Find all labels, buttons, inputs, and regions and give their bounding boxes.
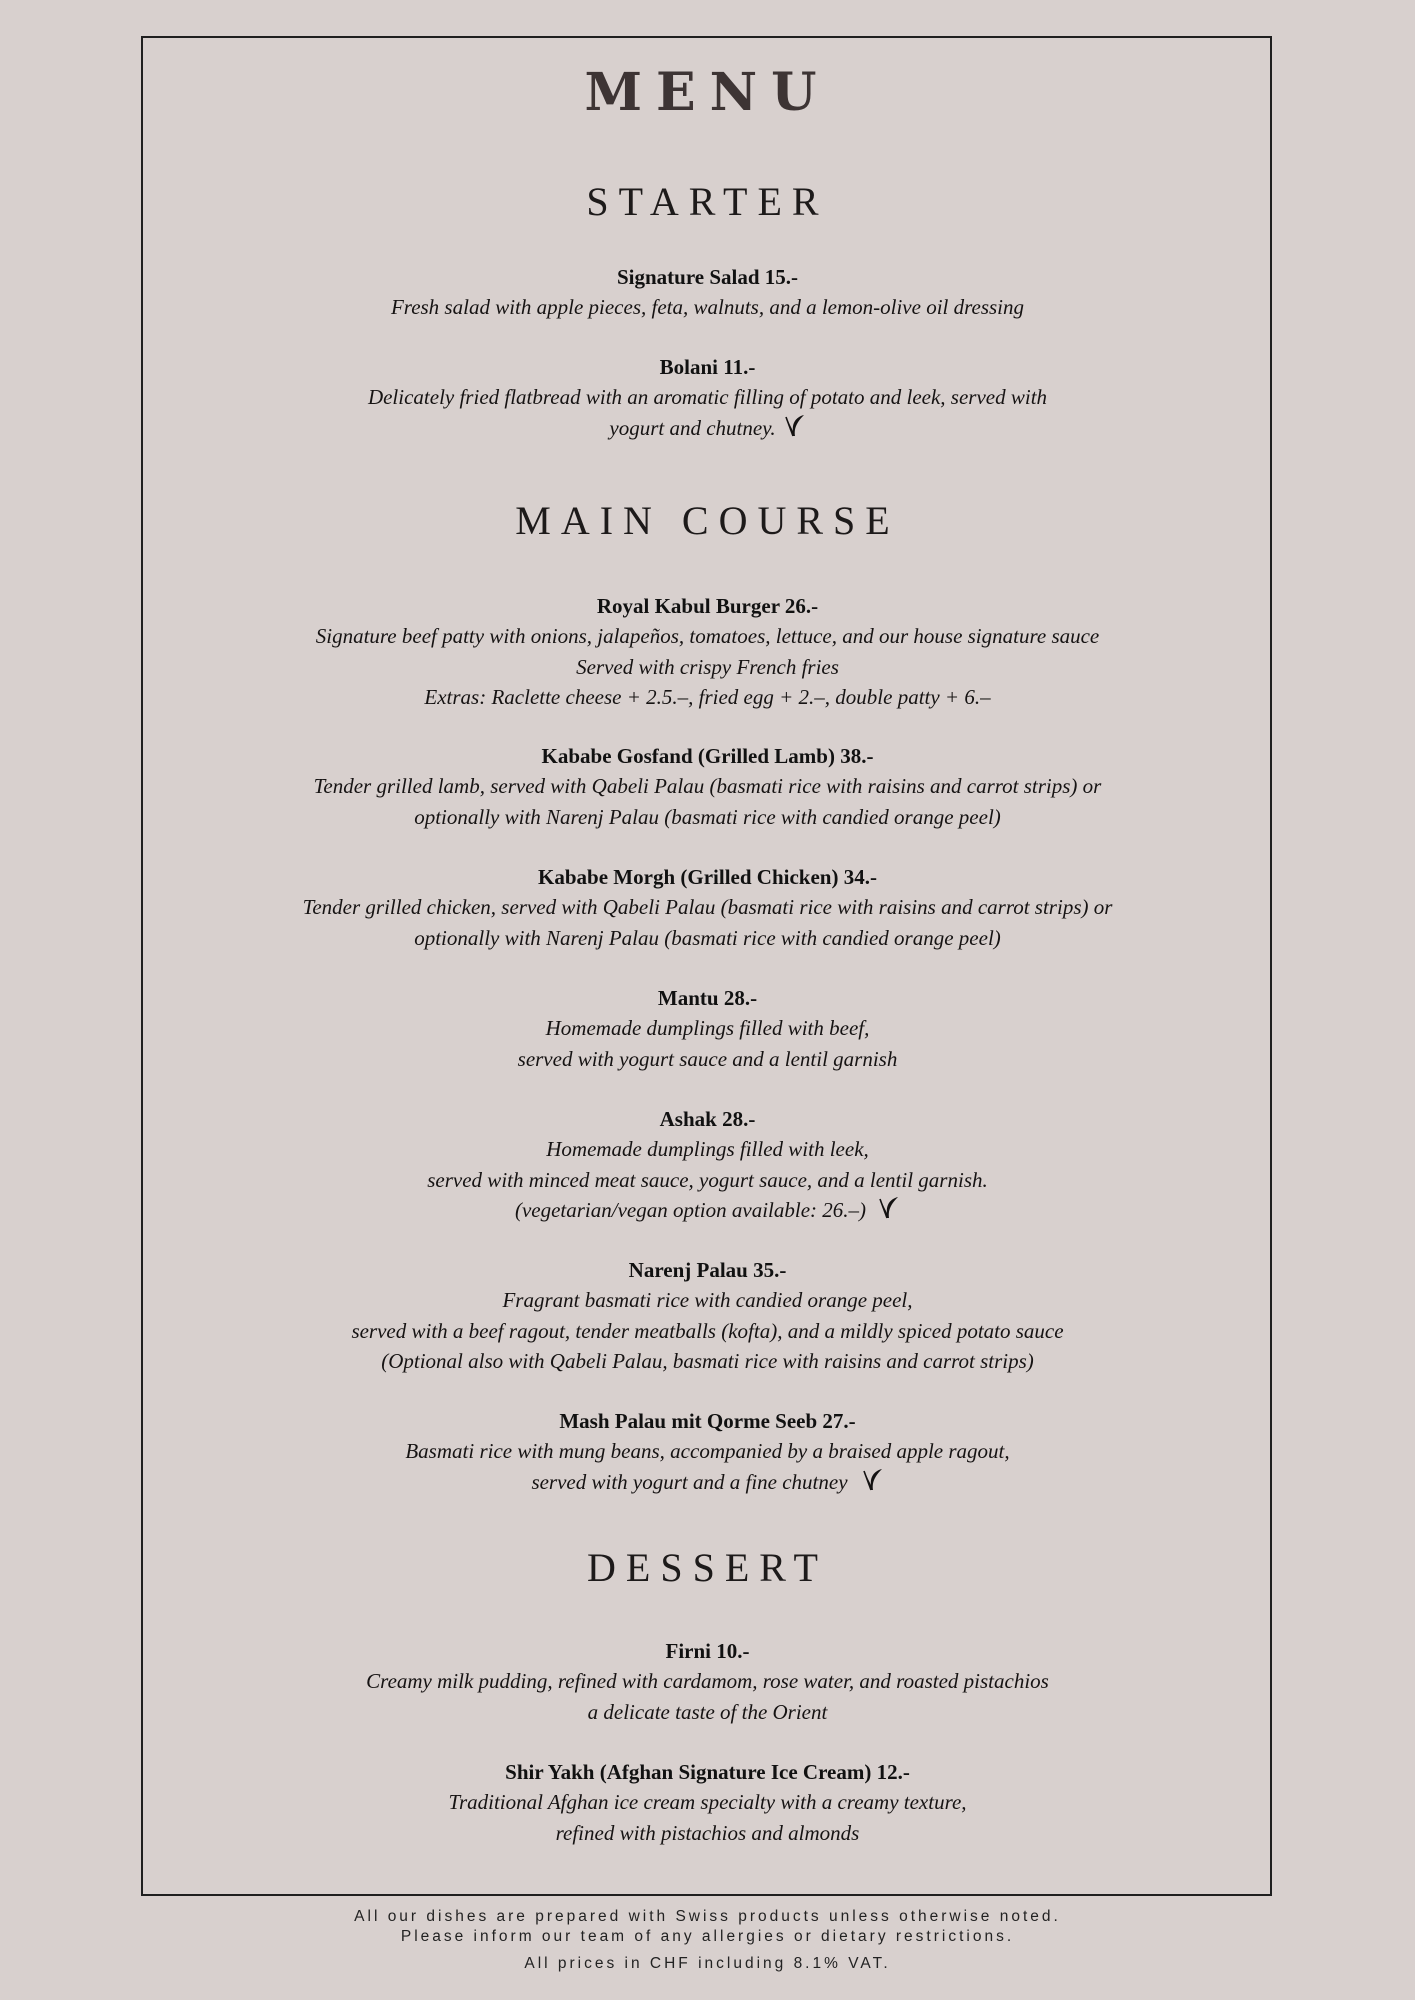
dish-description: Homemade dumplings filled with beef, [545, 1016, 870, 1040]
dish-description: optionally with Narenj Palau (basmati rice with candied orange peel) [414, 804, 1001, 829]
dish-description: (vegetarian/vegan option available: 26.–) [514, 1198, 867, 1222]
dish-firni [0, 1636, 1415, 1727]
dish-description-line [0, 413, 1415, 444]
dish-kababe-morgh [0, 862, 1415, 953]
leaf-icon [876, 1195, 900, 1221]
section-title-starter: STARTER [586, 179, 829, 224]
section-title-dessert: DESSERT [587, 1545, 828, 1590]
dish-signature-salad [0, 262, 1415, 323]
dish-description-line [0, 1195, 1415, 1226]
footer-note-swiss-products: All our dishes are prepared with Swiss products unless otherwise noted. [354, 1908, 1061, 1925]
dish-description: optionally with Narenj Palau (basmati rice with candied orange peel) [414, 925, 1001, 950]
dish-description: Traditional Afghan ice cream specialty with a creamy texture, [448, 1790, 967, 1814]
footer-note-prices: All prices in CHF including 8.1% VAT. [524, 1955, 891, 1972]
dish-name: Bolani 11.- [659, 355, 756, 379]
footer-note-allergies: Please inform our team of any allergies or dietary restrictions. [400, 1928, 1015, 1945]
dish-description: a delicate taste of the Orient [587, 1699, 828, 1724]
dish-description: served with a beef ragout, tender meatballs (kofta), and a mildly spiced potato sauce [351, 1318, 1064, 1343]
menu-title: MENU [584, 62, 831, 123]
leaf-icon [860, 1467, 884, 1493]
dish-name: Narenj Palau 35.- [628, 1258, 787, 1282]
dish-description: Creamy milk pudding, refined with cardamom, rose water, and roasted pistachios [366, 1669, 1049, 1693]
dish-narenj-palau [0, 1255, 1415, 1377]
dish-description: Fresh salad with apple pieces, feta, walnuts, and a lemon-olive oil dressing [390, 295, 1025, 319]
dish-description: Homemade dumplings filled with leek, [546, 1137, 869, 1161]
dish-name: Royal Kabul Burger 26.- [596, 594, 819, 618]
dish-name: Ashak 28.- [659, 1107, 756, 1131]
dish-bolani [0, 352, 1415, 443]
dish-description: served with yogurt and a fine chutney [531, 1469, 848, 1494]
dish-kababe-gosfand [0, 741, 1415, 832]
leaf-icon [782, 413, 806, 439]
dish-description: (Optional also with Qabeli Palau, basmati rice with raisins and carrot strips) [381, 1349, 1034, 1373]
section-title-main-course: MAIN COURSE [515, 498, 900, 543]
dish-ashak [0, 1104, 1415, 1226]
dish-name: Kababe Gosfand (Grilled Lamb) 38.- [541, 744, 874, 768]
dish-description: Basmati rice with mung beans, accompanied by a braised apple ragout, [405, 1439, 1010, 1463]
dish-description: served with minced meat sauce, yogurt sauce, and a lentil garnish. [427, 1167, 988, 1192]
dish-description: served with yogurt sauce and a lentil garnish [517, 1046, 898, 1071]
dish-mash-palau [0, 1406, 1415, 1497]
dish-description: Delicately fried flatbread with an aromatic filling of potato and leek, served with [367, 385, 1048, 409]
dish-description: Fragrant basmati rice with candied orange peel, [502, 1288, 913, 1312]
dish-name: Firni 10.- [665, 1639, 750, 1663]
dish-name: Signature Salad 15.- [616, 265, 799, 289]
dish-name: Shir Yakh (Afghan Signature Ice Cream) 12.- [505, 1760, 910, 1784]
dish-description: Tender grilled chicken, served with Qabeli Palau (basmati rice with raisins and carrot strips) or [302, 895, 1113, 919]
dish-description: Signature beef patty with onions, jalapeños, tomatoes, lettuce, and our house signature sauce [315, 624, 1100, 648]
dish-name: Kababe Morgh (Grilled Chicken) 34.- [538, 865, 877, 889]
dish-royal-kabul-burger [0, 591, 1415, 713]
dish-description: Served with crispy French fries [576, 654, 839, 679]
dish-description-line [0, 1467, 1415, 1498]
dish-mantu [0, 983, 1415, 1074]
dish-description: refined with pistachios and almonds [555, 1820, 860, 1845]
dish-name: Mantu 28.- [657, 986, 758, 1010]
dish-description: yogurt and chutney. [609, 415, 776, 440]
dish-shir-yakh [0, 1757, 1415, 1848]
dish-description: Tender grilled lamb, served with Qabeli Palau (basmati rice with raisins and carrot strips) or [313, 774, 1102, 798]
dish-extras: Extras: Raclette cheese + 2.5.–, fried egg + 2.–, double patty + 6.– [424, 685, 991, 709]
dish-name: Mash Palau mit Qorme Seeb 27.- [559, 1409, 856, 1433]
